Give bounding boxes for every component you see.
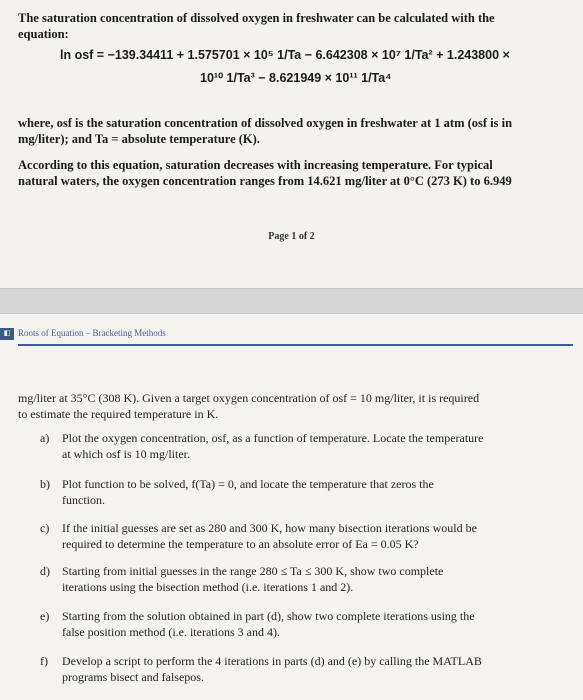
question-text-line-2: function.	[62, 493, 105, 507]
equation-line-2	[200, 70, 391, 86]
according-line-2: natural waters, the oxygen concentration ranges from 14.621 mg/liter at 0°C (273 K) to 6.949	[18, 174, 512, 188]
question-label: a)	[40, 431, 50, 445]
question-label: e)	[40, 609, 50, 623]
question-label: d)	[40, 564, 50, 578]
intro-line-2: equation:	[18, 27, 69, 41]
question-text-line-1: Develop a script to perform the 4 iterations in parts (d) and (e) by calling the MATLAB	[62, 654, 482, 668]
question-text-line-2: required to determine the temperature to an absolute error of Ea = 0.05 K?	[62, 537, 419, 551]
according-line-1: According to this equation, saturation decreases with increasing temperature. For typical	[18, 158, 493, 172]
page-number: Page 1 of 2	[268, 231, 315, 242]
continuation-line-1: mg/liter at 35°C (308 K). Given a target oxygen concentration of osf = 10 mg/liter, it is required	[18, 391, 480, 405]
where-line-2: mg/liter); and Ta = absolute temperature (K).	[18, 132, 260, 146]
header-title: Roots of Equation – Bracketing Methods	[18, 328, 166, 338]
question-text-line-1: Starting from initial guesses in the range 280 ≤ Ta ≤ 300 K, show two complete	[62, 564, 444, 578]
question-text-line-2: iterations using the bisection method (i.e. iterations 1 and 2).	[62, 580, 354, 594]
document-page-1	[0, 0, 583, 288]
document-tab-icon: ◧	[0, 328, 14, 340]
question-label: b)	[40, 477, 50, 491]
continuation-line-2: to estimate the required temperature in K.	[18, 407, 219, 421]
equation-line-1-text: ln osf = −139.34411 + 1.575701 × 10⁵ 1/Ta − 6.642308 × 10⁷ 1/Ta² + 1.243800 ×	[60, 48, 510, 62]
question-text-line-1: Starting from the solution obtained in part (d), show two complete iterations using the	[62, 609, 475, 623]
question-text-line-2: programs bisect and falsepos.	[62, 670, 204, 684]
intro-line-1: The saturation concentration of dissolved oxygen in freshwater can be calculated with the	[18, 11, 495, 25]
question-text-line-1: If the initial guesses are set as 280 and 300 K, how many bisection iterations would be	[62, 521, 477, 535]
header-rule	[18, 344, 573, 346]
question-text-line-2: at which osf is 10 mg/liter.	[62, 447, 190, 461]
question-text-line-1: Plot function to be solved, f(Ta) = 0, and locate the temperature that zeros the	[62, 477, 434, 491]
question-text-line-2: false position method (i.e. iterations 3 and 4).	[62, 625, 280, 639]
question-text-line-1: Plot the oxygen concentration, osf, as a function of temperature. Locate the temperature	[62, 431, 484, 445]
page-separator	[0, 288, 583, 314]
question-label: f)	[40, 654, 48, 668]
where-line-1: where, osf is the saturation concentration of dissolved oxygen in freshwater at 1 atm (osf is in	[18, 116, 513, 130]
question-label: c)	[40, 521, 50, 535]
equation-line-1	[60, 47, 510, 63]
equation-line-2-text: 10¹⁰ 1/Ta³ − 8.621949 × 10¹¹ 1/Ta⁴	[200, 71, 392, 85]
